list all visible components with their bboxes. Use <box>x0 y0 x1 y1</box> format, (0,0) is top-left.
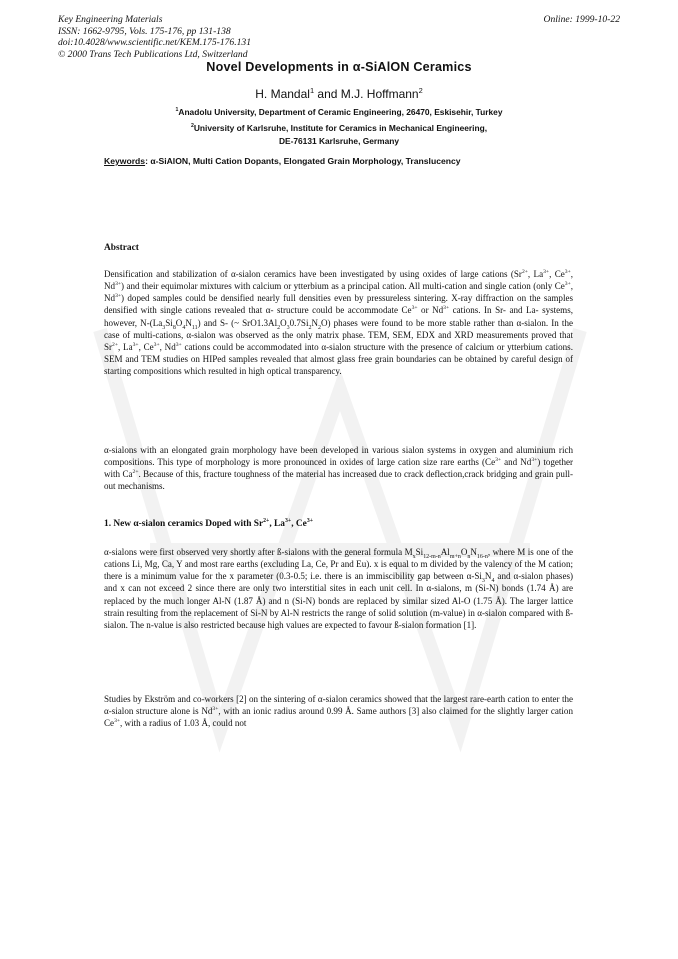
copyright-line: © 2000 Trans Tech Publications Ltd, Switzerland <box>58 48 248 60</box>
author-list: H. Mandal$^1$ and M.J. Hoffmann$^2$ <box>255 86 423 101</box>
affiliation-1: $^1$Anadolu University, Department of Ceramic Engineering, 26470, Eskisehir, Turkey <box>175 107 503 117</box>
doi-line: doi:10.4028/www.scientific.net/KEM.175-176.131 <box>58 37 252 49</box>
section-1-paragraph-2: Studies by Ekström and co-workers [2] on the sintering of α-sialon ceramics showed that the largest rare-earth cation to enter the α-sialon structure alone is $Nd^{3+}$, with an ionic radius around 0.99 Å. Same authors [3] also claimed for the slightly larger cation $Ce^{3+}$, with a radius of 1.03 Å, could not <box>104 694 573 729</box>
section-1-heading: 1. New α-sialon ceramics Doped with $Sr^{2+}$, $La^{3+}$, $Ce^{3+}$ <box>104 517 314 529</box>
affiliation-2: $^2$University of Karlsruhe, Institute for Ceramics in Mechanical Engineering, DE-76131 Karlsruhe, Germany <box>190 123 488 146</box>
author-name: H. Mandal <box>255 87 310 101</box>
online-date: Online: 1999-10-22 <box>543 14 620 25</box>
issn-line: ISSN: 1662-9795, Vols. 175-176, pp 131-138 <box>58 25 231 37</box>
section-1-paragraph-1: α-sialons were first observed very shortly after ß-sialons with the general formula $M_xSi_{12-m-n}Al_{m+n}O_nN_{16-n}$, where M is one of the cations Li, Mg, Ca, Y and most rare earths (excluding La, Ce, Pr and Eu). x is equal to m divided by the valency of the M cation; there is a minimum value for the x parameter (0.3-0.5; i.e. there is an immiscibility gap between $\alpha-Si_3N_4$ and α-sialon phases) and x can not exceed 2 since there are only two interstitial sites in each unit cell. In α-sialons, m (Si-N) bonds (1.74 Å) are replaced by the much longer Al-N (1.87 Å) and n (Si-N) bonds are replaced by similar sized Al-O (1.75 Å). The larger lattice strain resulting from the replacement of Si-N by Al-N restricts the range of solid solution (m-value) in α-sialon compared with ß-sialon. The n-value is also restricted because high values are expected to favour ß-sialon formation [1]. <box>104 547 573 630</box>
keywords-text: α-SiAlON, Multi Cation Dopants, Elongated Grain Morphology, Translucency <box>147 156 461 166</box>
abstract-paragraph-2: α-sialons with an elongated grain morphology have been developed in various sialon systems in oxygen and aluminium rich compositions. This type of morphology is more pronounced in oxides of large cation size rare earths ($Ce^{3+}$ and $Nd^{3+}$) together with $Ca^{2+}$. Because of this, fracture toughness of the material has increased due to crack deflection,crack bridging and grain pull-out mechanisms. <box>104 445 573 492</box>
keywords-line: Keywords: α-SiAlON, Multi Cation Dopants, Elongated Grain Morphology, Translucency <box>104 156 461 166</box>
journal-header <box>58 14 251 60</box>
abstract-paragraph-1: Densification and stabilization of α-sialon ceramics have been investigated by using oxides of large cations ($Sr^{2+}$, $La^{3+}$, $Ce^{3+}$, $Nd^{3+}$) and their equimolar mixtures with calcium or ytterbium as a principal cation. All multi-cation and single cation (only $Ce^{3+}$, $Nd^{3+}$) doped samples could be densified nearly full densities even by pressureless sintering. X-ray diffraction on the samples densified with single cations revealed that α- structure could be accommodate $Ce^{3+}$ or $Nd^{3+}$ cations. In Sr- and La- systems, however, $N-(La_3Si_8O_4N_{11})$ and S- (~ $SrO1.3Al_2O_30.7Si_2N_2O$) phases were found to be more stable rather than α-sialon. In the case of multi-cations, α-sialon was observed as the only matrix phase. TEM, SEM, EDX and XRD measurements proved that $Sr^{2+}$, $La^{3+}$, $Ce^{3+}$, $Nd^{3+}$ cations could be accommodated into α-sialon structure with the presence of calcium or ytterbium cations. SEM and TEM studies on HIPed samples revealed that almost glass free grain boundaries can be obtained by careful design of starting compositions which resulted in high optical transparency. <box>104 268 573 377</box>
journal-name: Key Engineering Materials <box>58 14 163 25</box>
abstract-heading: Abstract <box>104 243 139 253</box>
author-name: M.J. Hoffmann <box>340 87 419 101</box>
keywords-label: Keywords <box>104 156 146 166</box>
paper-title: Novel Developments in α-SiAlON Ceramics <box>206 60 472 74</box>
